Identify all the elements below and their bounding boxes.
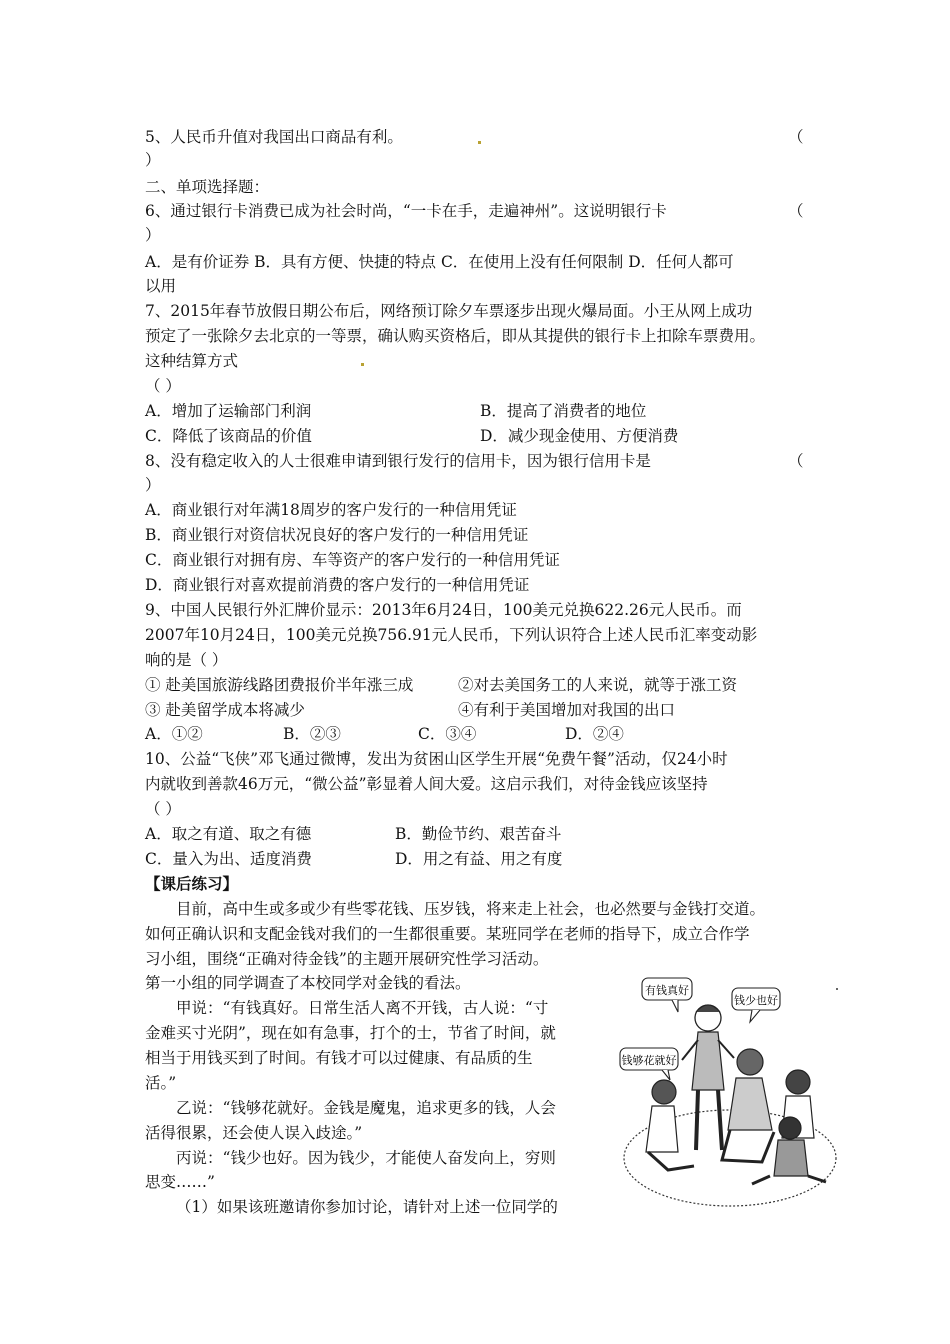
q7-option-b: B．提高了消费者的地位 <box>480 402 647 420</box>
q9-option-a: A．①② <box>145 725 203 743</box>
q8-paren-close: ） <box>145 476 161 494</box>
q6-text: 6、通过银行卡消费已成为社会时尚，“一卡在手，走遍神州”。这说明银行卡 <box>145 202 667 220</box>
q10-option-b: B．勤俭节约、艰苦奋斗 <box>395 825 562 843</box>
q10-line2: 内就收到善款46万元，“微公益”彰显着人间大爱。这启示我们，对待金钱应该坚持 <box>145 775 708 793</box>
jia-line3: 相当于用钱买到了时间。有钱才可以过健康、有品质的生 <box>145 1049 533 1067</box>
q9-statement-2: ②对去美国务工的人来说，就等于涨工资 <box>458 676 738 694</box>
q7-line2: 预定了一张除夕去北京的一等票，确认购买资格后，即从其提供的银行卡上扣除车票费用。 <box>145 327 766 345</box>
bing-line1: 丙说：“钱少也好。因为钱少，才能使人奋发向上，穷则 <box>176 1149 556 1167</box>
q9-statement-1: ① 赴美国旅游线路团费报价半年涨三成 <box>145 676 414 694</box>
q6-paren-close: ） <box>145 226 161 244</box>
practice-p2: 第一小组的同学调查了本校同学对金钱的看法。 <box>145 974 471 992</box>
q10-option-d: D．用之有益、用之有度 <box>395 850 563 868</box>
q8-option-d: D．商业银行对喜欢提前消费的客户发行的一种信用凭证 <box>145 576 530 594</box>
q8-option-c: C．商业银行对拥有房、车等资产的客户发行的一种信用凭证 <box>145 551 560 569</box>
bubble-3-text: 钱够花就好 <box>621 1054 677 1067</box>
q7-paren: （ ） <box>145 377 181 395</box>
q9-statement-4: ④有利于美国增加对我国的出口 <box>458 701 676 719</box>
bubble-1-text: 有钱真好 <box>645 984 689 997</box>
q5-text: 5、人民币升值对我国出口商品有利。 <box>145 128 403 146</box>
yi-line2: 活得很累，还会使人误入歧途。” <box>145 1124 363 1142</box>
q9-option-c: C．③④ <box>418 725 477 743</box>
q9-line1: 9、中国人民银行外汇牌价显示：2013年6月24日，100美元兑换622.26元人民币。而 <box>145 601 742 619</box>
q10-option-c: C．量入为出、适度消费 <box>145 850 312 868</box>
jia-line4: 活。” <box>145 1074 177 1092</box>
stray-dot <box>836 988 838 990</box>
section-heading: 二、单项选择题： <box>145 178 270 196</box>
q8-paren-open: （ <box>788 452 804 470</box>
q9-line2: 2007年10月24日，100美元兑换756.91元人民币，下列认识符合上述人民币汇率变动影 <box>145 626 758 644</box>
q8-text: 8、没有稳定收入的人士很难申请到银行发行的信用卡，因为银行信用卡是 <box>145 452 651 470</box>
practice-question-1: （1）如果该班邀请你参加讨论，请针对上述一位同学的 <box>176 1198 558 1216</box>
q10-option-a: A．取之有道、取之有德 <box>145 825 312 843</box>
stray-dot <box>361 363 364 366</box>
q7-option-c: C．降低了该商品的价值 <box>145 427 312 445</box>
q8-option-b: B．商业银行对资信状况良好的客户发行的一种信用凭证 <box>145 526 529 544</box>
jia-line1: 甲说：“有钱真好。日常生活人离不开钱，古人说：“寸 <box>176 999 549 1017</box>
q5-paren-close: ） <box>145 151 161 169</box>
practice-p1-line3: 习小组，围绕“正确对待金钱”的主题开展研究性学习活动。 <box>145 950 549 968</box>
q8-option-a: A．商业银行对年满18周岁的客户发行的一种信用凭证 <box>145 501 517 519</box>
practice-heading: 【课后练习】 <box>145 875 239 893</box>
q6-options-line1: A．是有价证券 B．具有方便、快捷的特点 C．在使用上没有任何限制 D．任何人都可 <box>145 253 734 271</box>
q6-paren-open: （ <box>788 202 804 220</box>
q5-paren-open: （ <box>788 128 804 146</box>
q7-line1: 7、2015年春节放假日期公布后，网络预订除夕车票逐步出现火爆局面。小王从网上成功 <box>145 302 753 320</box>
yi-line1: 乙说：“钱够花就好。金钱是魔鬼，追求更多的钱，人会 <box>176 1099 556 1117</box>
q10-paren: （ ） <box>145 800 181 818</box>
q7-option-a: A．增加了运输部门利润 <box>145 402 312 420</box>
q9-option-b: B．②③ <box>283 725 341 743</box>
q9-option-d: D．②④ <box>565 725 624 743</box>
q7-line3: 这种结算方式 <box>145 352 239 370</box>
q9-statement-3: ③ 赴美留学成本将减少 <box>145 701 305 719</box>
q10-line1: 10、公益“飞侠”邓飞通过微博，发出为贫困山区学生开展“免费午餐”活动，仅24小时 <box>145 750 728 768</box>
jia-line2: 金难买寸光阴”，现在如有急事，打个的士，节省了时间，就 <box>145 1024 556 1042</box>
q6-options-line2: 以用 <box>145 277 177 295</box>
q7-option-d: D．减少现金使用、方便消费 <box>480 427 679 445</box>
practice-p1-line2: 如何正确认识和支配金钱对我们的一生都很重要。某班同学在老师的指导下，成立合作学 <box>145 925 750 943</box>
q9-line3: 响的是（ ） <box>145 651 228 669</box>
bing-line2: 思变……” <box>145 1173 215 1191</box>
stray-dot <box>478 141 481 144</box>
practice-p1-line1: 目前，高中生或多或少有些零花钱、压岁钱，将来走上社会，也必然要与金钱打交道。 <box>176 900 766 918</box>
discussion-illustration <box>612 970 840 1210</box>
bubble-2-text: 钱少也好 <box>734 994 778 1007</box>
